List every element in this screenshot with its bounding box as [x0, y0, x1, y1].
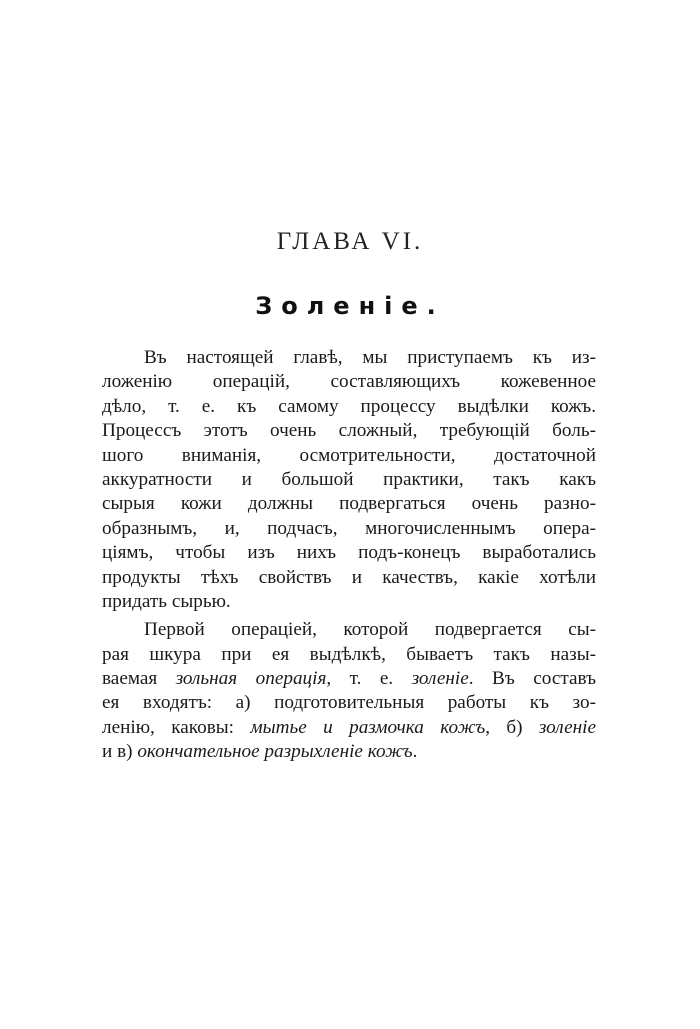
- text-line: продукты тѣхъ свойствъ и качествъ, какіе хотѣли: [102, 566, 596, 588]
- body-text: [102, 346, 596, 765]
- text-line: рая шкура при ея выдѣлкѣ, бываетъ такъ назы-: [102, 643, 596, 665]
- section-heading: Золеніе.: [255, 292, 445, 320]
- chapter-title: ГЛАВА VI.: [276, 228, 424, 255]
- text-run: и в): [102, 741, 138, 763]
- italic-term: золеніе: [538, 716, 596, 738]
- text-line: [102, 716, 596, 740]
- text-line: шого вниманія, осмотрительности, достаточной: [102, 444, 596, 466]
- italic-term: окончательное разрыхленіе кожъ: [137, 741, 413, 763]
- paragraph-1: [102, 346, 596, 614]
- text-line: образнымъ, и, подчасъ, многочисленнымъ опера-: [102, 517, 596, 539]
- text-run: , т. е.: [326, 668, 412, 690]
- text-line: [102, 667, 596, 691]
- text-run: . Въ составъ: [468, 668, 596, 690]
- text-line: аккуратности и большой практики, такъ какъ: [102, 468, 596, 490]
- text-run: , б): [485, 716, 539, 738]
- text-line: Процессъ этотъ очень сложный, требующій боль-: [102, 420, 596, 442]
- italic-term: зольная операція: [175, 668, 327, 690]
- text-line: ціямъ, чтобы изъ нихъ подъ-конецъ выработались: [102, 542, 596, 564]
- text-line: придать сырью.: [102, 590, 231, 612]
- text-run: .: [412, 741, 418, 763]
- text-run: ленію, каковы:: [102, 716, 251, 738]
- text-line: ея входятъ: а) подготовительныя работы къ зо-: [102, 692, 596, 714]
- text-line: [102, 740, 596, 764]
- text-line: ложенію операцій, составляющихъ кожевенное: [102, 371, 596, 393]
- text-line: Въ настоящей главѣ, мы приступаемъ къ из-: [144, 347, 596, 368]
- paragraph-2: [102, 618, 596, 764]
- text-line: дѣло, т. е. къ самому процессу выдѣлки кожъ.: [102, 395, 596, 417]
- text-run: ваемая: [102, 668, 176, 690]
- text-line: Первой операціей, которой подвергается сы-: [144, 619, 596, 641]
- italic-term: мытье и размочка кожъ: [250, 716, 486, 738]
- text-line: сырыя кожи должны подвергаться очень разно-: [102, 493, 596, 515]
- italic-term: золеніе: [411, 668, 469, 690]
